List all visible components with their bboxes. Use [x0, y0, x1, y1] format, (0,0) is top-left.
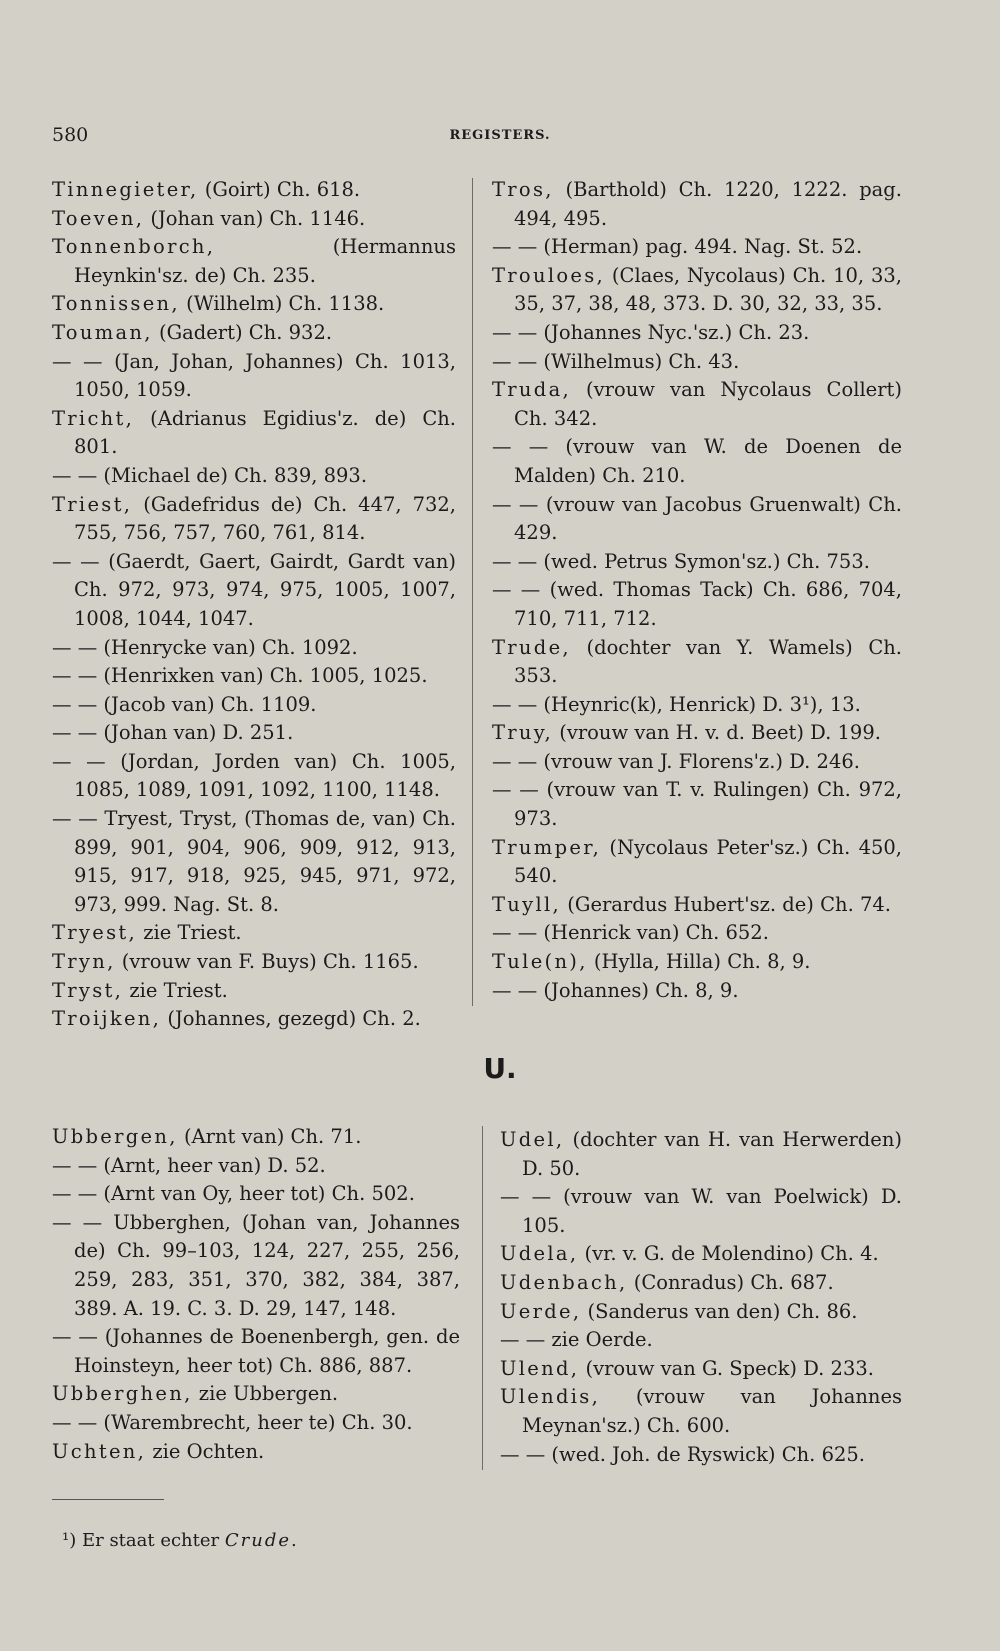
entry-text: (Claes, Nycolaus) Ch. 10, 33, 35, 37, 38, 48, 373. D. 30, 32, 33, 35.	[514, 263, 902, 316]
index-entry	[492, 891, 902, 920]
index-entry	[500, 1441, 902, 1470]
index-entry	[500, 1183, 902, 1240]
running-head: REGISTERS.	[449, 128, 551, 143]
entry-text: (vr. v. G. de Molendino) Ch. 4.	[578, 1242, 879, 1266]
index-entry	[500, 1126, 902, 1183]
index-entry	[492, 233, 902, 262]
index-entry	[492, 719, 902, 748]
entry-text: (Johan van) Ch. 1146.	[144, 206, 366, 230]
entry-text: (Hylla, Hilla) Ch. 8, 9.	[587, 950, 811, 974]
index-entry	[500, 1383, 902, 1440]
entry-text: (Warembrecht, heer te) Ch. 30.	[103, 1410, 413, 1434]
entry-headword: Touman,	[52, 320, 153, 344]
index-entry	[52, 205, 456, 234]
index-entry	[492, 977, 902, 1006]
section-letter: U.	[483, 1052, 517, 1085]
index-entry	[492, 948, 902, 977]
entry-text: (Jordan, Jorden van) Ch. 1005, 1085, 1089, 1091, 1092, 1100, 1148.	[74, 749, 456, 802]
entry-text: (Adrianus Egidius'z. de) Ch. 801.	[74, 406, 456, 459]
index-entry	[492, 691, 902, 720]
entry-headword: Tule(n),	[492, 950, 588, 974]
entry-text: (Nycolaus Peter'sz.) Ch. 450, 540.	[514, 835, 902, 888]
index-entry	[492, 319, 902, 348]
index-entry	[492, 748, 902, 777]
entry-headword: Tryst,	[52, 978, 124, 1002]
entry-headword: Trumper,	[492, 835, 602, 859]
entry-text: Tryest, Tryst, (Thomas de, van) Ch. 899, 901, 904, 906, 909, 912, 913, 915, 917, 918, 925, 945, 971, 972, 973, 999. Nag. St. 8.	[74, 807, 456, 916]
entry-headword: Ulend,	[500, 1356, 580, 1380]
index-entry	[52, 805, 456, 919]
entry-text: (Gadefridus de) Ch. 447, 732, 755, 756, 757, 760, 761, 814.	[74, 492, 456, 545]
entry-text: (Goirt) Ch. 618.	[198, 178, 361, 201]
entry-headword: Uerde,	[500, 1299, 582, 1323]
index-entry	[52, 491, 456, 548]
index-entry	[492, 776, 902, 833]
index-column-t-right	[492, 176, 902, 1005]
footnote-word: Crude	[224, 1530, 292, 1551]
entry-headword: Tinnegieter,	[52, 178, 199, 201]
index-entry	[492, 576, 902, 633]
entry-text: (Henrick van) Ch. 652.	[543, 921, 769, 945]
entry-text: zie Ubbergen.	[192, 1382, 339, 1406]
entry-text: (vrouw van T. v. Rulingen) Ch. 972, 973.	[514, 778, 902, 831]
entry-headword: Tonnenborch,	[52, 235, 216, 259]
index-entry	[52, 1380, 460, 1409]
entry-text: (vrouw van F. Buys) Ch. 1165.	[115, 950, 419, 974]
entry-text: (Henrycke van) Ch. 1092.	[103, 635, 358, 659]
index-entry	[52, 1209, 460, 1323]
index-entry	[492, 262, 902, 319]
entry-headword: Udenbach,	[500, 1270, 628, 1294]
entry-headword: Tros,	[492, 178, 554, 201]
index-column-u-left	[52, 1123, 460, 1466]
index-entry	[492, 433, 902, 490]
index-entry	[52, 462, 456, 491]
index-entry	[52, 1323, 460, 1380]
index-entry	[52, 1438, 460, 1467]
entry-text: (Herman) pag. 494. Nag. St. 52.	[543, 235, 863, 259]
footnote	[62, 1530, 297, 1551]
entry-text: (Arnt van Oy, heer tot) Ch. 502.	[103, 1182, 415, 1206]
index-entry	[52, 1152, 460, 1181]
footnote-rule	[52, 1499, 164, 1500]
entry-text: (Wilhelmus) Ch. 43.	[543, 349, 740, 373]
index-entry	[52, 1123, 460, 1152]
footnote-end: .	[291, 1530, 297, 1551]
entry-text: (Michael de) Ch. 839, 893.	[103, 463, 368, 487]
entry-text: (Johannes) Ch. 8, 9.	[543, 978, 739, 1002]
index-entry	[52, 691, 456, 720]
entry-text: (Sanderus van den) Ch. 86.	[581, 1299, 858, 1323]
entry-text: (vrouw van W. van Poelwick) D. 105.	[522, 1185, 903, 1237]
entry-text: (dochter van H. van Herwerden) D. 50.	[522, 1128, 902, 1180]
index-entry	[500, 1355, 902, 1384]
index-entry	[492, 634, 902, 691]
index-entry	[52, 319, 456, 348]
entry-text: (Jan, Johan, Johannes) Ch. 1013, 1050, 1059.	[74, 349, 456, 402]
entry-text: (Henrixken van) Ch. 1005, 1025.	[103, 664, 428, 688]
entry-headword: Ubbergen,	[52, 1125, 178, 1148]
entry-headword: Ulendis,	[500, 1385, 601, 1409]
entry-headword: Tryest,	[52, 921, 138, 945]
entry-text: (wed. Thomas Tack) Ch. 686, 704, 710, 711, 712.	[514, 578, 902, 630]
entry-text: (vrouw van G. Speck) D. 233.	[579, 1356, 874, 1380]
entry-text: (wed. Joh. de Ryswick) Ch. 625.	[551, 1442, 865, 1466]
index-entry	[500, 1240, 902, 1269]
entry-text: (wed. Petrus Symon'sz.) Ch. 753.	[543, 549, 870, 573]
entry-headword: Udel,	[500, 1128, 565, 1151]
entry-text: (Johan van) D. 251.	[103, 721, 294, 745]
index-entry	[492, 176, 902, 233]
index-entry	[492, 491, 902, 548]
entry-text: (Gadert) Ch. 932.	[152, 320, 333, 344]
index-entry	[52, 1180, 460, 1209]
index-entry	[52, 977, 456, 1006]
entry-text: zie Ochten.	[146, 1439, 265, 1463]
entry-headword: Ubberghen,	[52, 1382, 193, 1406]
entry-text: (Johannes de Boenenbergh, gen. de Hoinsteyn, heer tot) Ch. 886, 887.	[74, 1325, 460, 1377]
page-number: 580	[52, 124, 89, 146]
index-entry	[492, 376, 902, 433]
entry-headword: Uchten,	[52, 1439, 147, 1463]
entry-headword: Truy,	[492, 721, 554, 745]
entry-headword: Truda,	[492, 378, 571, 402]
entry-text: (Barthold) Ch. 1220, 1222. pag. 494, 495.	[514, 178, 902, 230]
index-entry	[52, 176, 456, 205]
entry-text: zie Oerde.	[551, 1328, 653, 1352]
index-entry	[52, 405, 456, 462]
entry-headword: Tricht,	[52, 406, 135, 430]
index-entry	[52, 919, 456, 948]
entry-headword: Toeven,	[52, 206, 145, 230]
index-entry	[52, 1005, 456, 1034]
footnote-text: Er staat echter	[76, 1530, 225, 1551]
entry-text: (Gaerdt, Gaert, Gairdt, Gardt van) Ch. 972, 973, 974, 975, 1005, 1007, 1008, 1044, 1047.	[74, 549, 456, 630]
index-entry	[492, 834, 902, 891]
footnote-mark: ¹)	[62, 1530, 77, 1551]
entry-text: zie Triest.	[123, 978, 228, 1002]
entry-text: (vrouw van H. v. d. Beet) D. 199.	[553, 721, 881, 745]
index-entry	[52, 348, 456, 405]
entry-text: (Hermannus Heynkin'sz. de) Ch. 235.	[74, 235, 456, 287]
entry-headword: Trude,	[492, 635, 571, 659]
entry-text: (Wilhelm) Ch. 1138.	[179, 292, 385, 316]
index-entry	[52, 233, 456, 290]
entry-text: (Heynric(k), Henrick) D. 3¹), 13.	[543, 692, 861, 716]
entry-headword: Troijken,	[52, 1007, 162, 1031]
entry-headword: Trouloes,	[492, 263, 606, 287]
entry-text: (vrouw van W. de Doenen de Malden) Ch. 210.	[514, 435, 902, 487]
entry-text: (vrouw van Nycolaus Collert) Ch. 342.	[514, 378, 902, 430]
index-entry	[52, 748, 456, 805]
index-entry	[52, 662, 456, 691]
entry-headword: Triest,	[52, 492, 133, 516]
column-divider	[472, 178, 473, 1006]
entry-text: (vrouw van Jacobus Gruenwalt) Ch. 429.	[514, 492, 902, 545]
entry-text: Ubberghen, (Johan van, Johannes de) Ch. 99–103, 124, 227, 255, 256, 259, 283, 351, 370, 382, 384, 387, 389. A. 19. C. 3. D. 29, 147, 148.	[74, 1210, 460, 1320]
entry-headword: Tonnissen,	[52, 292, 180, 316]
entry-text: (Arnt, heer van) D. 52.	[103, 1153, 326, 1177]
entry-text: (Johannes, gezegd) Ch. 2.	[161, 1007, 421, 1031]
index-entry	[52, 1409, 460, 1438]
entry-text: zie Triest.	[137, 921, 242, 945]
index-entry	[52, 634, 456, 663]
index-entry	[500, 1269, 902, 1298]
entry-text: (Johannes Nyc.'sz.) Ch. 23.	[543, 320, 810, 344]
index-entry	[500, 1298, 902, 1327]
entry-headword: Tuyll,	[492, 892, 562, 916]
entry-headword: Udela,	[500, 1242, 579, 1266]
index-entry	[52, 290, 456, 319]
index-entry	[492, 548, 902, 577]
column-divider	[482, 1126, 483, 1470]
entry-text: (vrouw van Johannes Meynan'sz.) Ch. 600.	[522, 1385, 902, 1437]
entry-text: (Arnt van) Ch. 71.	[177, 1125, 362, 1148]
index-entry	[492, 348, 902, 377]
index-entry	[52, 719, 456, 748]
entry-text: (vrouw van J. Florens'z.) D. 246.	[543, 749, 860, 773]
index-entry	[52, 548, 456, 634]
entry-text: (Gerardus Hubert'sz. de) Ch. 74.	[561, 892, 892, 916]
index-column-u-right	[500, 1126, 902, 1469]
entry-text: (Jacob van) Ch. 1109.	[103, 692, 317, 716]
entry-text: (dochter van Y. Wamels) Ch. 353.	[514, 635, 902, 688]
index-entry	[52, 948, 456, 977]
entry-headword: Tryn,	[52, 950, 116, 974]
entry-text: (Conradus) Ch. 687.	[627, 1270, 834, 1294]
index-column-t-left	[52, 176, 456, 1034]
index-entry	[492, 919, 902, 948]
index-entry	[500, 1326, 902, 1355]
